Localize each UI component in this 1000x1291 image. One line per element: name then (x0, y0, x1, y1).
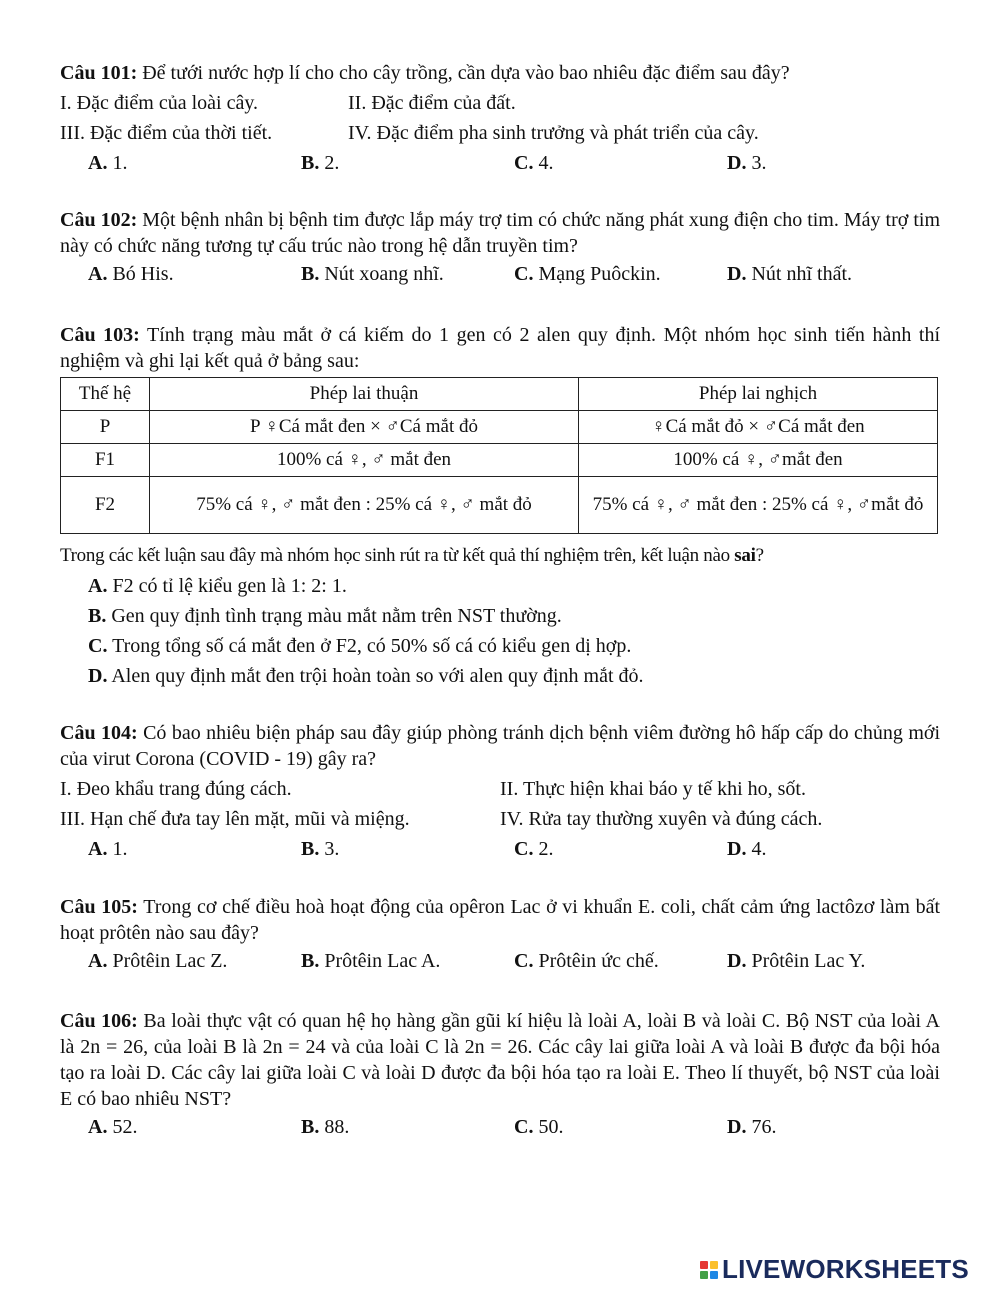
question-label: Câu 101: (60, 62, 138, 84)
option-c[interactable] (60, 633, 940, 663)
options-row (60, 261, 940, 287)
option-letter: D. (88, 665, 108, 687)
option-letter: B. (301, 1116, 320, 1138)
question-text: Ba loài thực vật có quan hệ họ hàng gần gũi kí hiệu là loài A, loài B và loài C. Bộ NST của loài A là 2n = 26, của loài B là 2n = 24 và của loài C là 2n = 26. Các cây lai giữa loài A và loài B được đa bội hóa tạo ra loài D. Các cây lai giữa loài C và loài D được đa bội hóa tạo ra loài E. Theo lí thuyết, bộ NST của loài E có bao nhiêu NST? (60, 1010, 940, 1110)
option-letter: B. (301, 152, 320, 174)
option-letter: A. (88, 950, 108, 972)
statement-row (60, 90, 940, 116)
option-letter: D. (727, 950, 747, 972)
option-b[interactable] (301, 261, 514, 287)
option-text: 52. (107, 1116, 138, 1138)
table-cell: F2 (61, 477, 150, 534)
question-stem (60, 720, 940, 772)
logo-square (710, 1271, 718, 1279)
table-cell: 100% cá ♀, ♂ mắt đen (150, 444, 579, 477)
option-c[interactable] (514, 150, 727, 176)
table-row (61, 411, 938, 444)
option-text: 88. (319, 1116, 350, 1138)
statement: I. Đeo khẩu trang đúng cách. (60, 778, 292, 800)
question-103-options (60, 573, 940, 693)
option-text: Prôtêin Lac Z. (107, 950, 228, 972)
question-text: Trong cơ chế điều hoà hoạt động của opêron Lac ở vi khuẩn E. coli, chất cảm ứng lactôzơ làm bất hoạt prôtên nào sau đây? (60, 896, 941, 944)
option-d[interactable] (727, 261, 940, 287)
question-text: Tính trạng màu mắt ở cá kiếm do 1 gen có 2 alen quy định. Một nhóm học sinh tiến hành thí nghiệm và ghi lại kết quả ở bảng sau: (60, 324, 941, 372)
option-letter: C. (88, 635, 108, 657)
option-text: Prôtêin ức chế. (533, 950, 659, 972)
option-letter: D. (727, 838, 747, 860)
option-b[interactable] (301, 150, 514, 176)
table-cell: P ♀Cá mắt đen × ♂Cá mắt đỏ (150, 411, 579, 444)
question-106 (60, 1008, 940, 1140)
table-cell: F1 (61, 444, 150, 477)
option-text: Bó His. (107, 263, 174, 285)
option-letter: A. (88, 575, 108, 597)
option-text: Trong tổng số cá mắt đen ở F2, có 50% số cá có kiểu gen dị hợp. (107, 635, 632, 657)
option-letter: D. (727, 152, 747, 174)
options-row (60, 150, 940, 176)
option-d[interactable] (60, 663, 940, 693)
option-c[interactable] (514, 948, 727, 974)
statement: III. Đặc điểm của thời tiết. (60, 122, 273, 144)
option-text: 4. (533, 152, 554, 174)
option-text: Gen quy định tình trạng màu mắt nằm trên NST thường. (106, 605, 562, 627)
option-text: Nút nhĩ thất. (746, 263, 852, 285)
logo-square (700, 1261, 708, 1269)
option-letter: B. (88, 605, 107, 627)
option-letter: C. (514, 950, 534, 972)
option-c[interactable] (514, 1114, 727, 1140)
liveworksheets-logo (700, 1254, 969, 1285)
conclusion-prefix: Trong các kết luận sau đây mà nhóm học sinh rút ra từ kết quả thí nghiệm trên, kết luận nào (60, 545, 735, 566)
question-103-conclusion (60, 543, 940, 569)
option-b[interactable] (301, 1114, 514, 1140)
option-letter: B. (301, 263, 320, 285)
table-header: Phép lai thuận (150, 378, 579, 411)
option-text: 1. (107, 838, 128, 860)
options-row (60, 1114, 940, 1140)
table-cell: ♀Cá mắt đỏ × ♂Cá mắt đen (579, 411, 938, 444)
option-c[interactable] (514, 836, 727, 862)
question-101 (60, 60, 940, 176)
option-a[interactable] (88, 150, 301, 176)
statement: IV. Đặc điểm pha sinh trưởng và phát triển của cây. (348, 122, 759, 144)
option-b[interactable] (301, 948, 514, 974)
option-text: Nút xoang nhĩ. (319, 263, 444, 285)
question-label: Câu 105: (60, 896, 138, 918)
option-b[interactable] (60, 603, 940, 633)
option-letter: B. (301, 838, 320, 860)
options-row (60, 836, 940, 862)
option-letter: B. (301, 950, 320, 972)
option-text: Prôtêin Lac Y. (746, 950, 866, 972)
question-stem (60, 60, 940, 86)
option-a[interactable] (88, 1114, 301, 1140)
table-row (61, 444, 938, 477)
statement-row (60, 806, 940, 832)
results-table (60, 377, 938, 534)
statement: I. Đặc điểm của loài cây. (60, 92, 259, 114)
option-text: 2. (533, 838, 554, 860)
table-cell: P (61, 411, 150, 444)
question-104 (60, 720, 940, 862)
table-cell: 75% cá ♀, ♂ mắt đen : 25% cá ♀, ♂ mắt đỏ (150, 477, 579, 534)
option-letter: D. (727, 1116, 747, 1138)
question-text: Một bệnh nhân bị bệnh tim được lắp máy trợ tim có chức năng phát xung điện cho tim. Máy trợ tim này có chức năng tương tự cấu trúc nào trong hệ dẫn truyền tim? (60, 209, 940, 257)
option-letter: C. (514, 263, 534, 285)
option-b[interactable] (301, 836, 514, 862)
question-stem (60, 894, 940, 946)
table-cell: 75% cá ♀, ♂ mắt đen : 25% cá ♀, ♂mắt đỏ (579, 477, 938, 534)
option-text: 76. (746, 1116, 777, 1138)
option-text: Prôtêin Lac A. (319, 950, 441, 972)
statement: II. Thực hiện khai báo y tế khi ho, sốt. (500, 778, 806, 800)
question-stem (60, 1008, 940, 1112)
conclusion-emphasis: sai (734, 545, 756, 566)
option-letter: D. (727, 263, 747, 285)
logo-mark-icon (700, 1261, 718, 1279)
question-102 (60, 207, 940, 287)
logo-square (700, 1271, 708, 1279)
options-row (60, 948, 940, 974)
question-103 (60, 322, 940, 374)
question-label: Câu 106: (60, 1010, 138, 1032)
question-label: Câu 102: (60, 209, 138, 231)
statement-row (60, 120, 940, 146)
option-text: 2. (319, 152, 340, 174)
option-letter: C. (514, 152, 534, 174)
statement-row (60, 776, 940, 802)
question-stem (60, 207, 940, 259)
option-text: 3. (319, 838, 340, 860)
question-label: Câu 103: (60, 324, 140, 346)
question-105 (60, 894, 940, 974)
logo-text: LIVEWORKSHEETS (722, 1254, 969, 1284)
option-a[interactable] (88, 261, 301, 287)
option-letter: A. (88, 838, 108, 860)
option-letter: A. (88, 263, 108, 285)
option-text: Mạng Puôckin. (533, 263, 661, 285)
question-label: Câu 104: (60, 722, 138, 744)
option-text: 3. (746, 152, 767, 174)
option-a[interactable] (88, 836, 301, 862)
option-c[interactable] (514, 261, 727, 287)
question-text: Để tưới nước hợp lí cho cho cây trồng, cần dựa vào bao nhiêu đặc điểm sau đây? (142, 62, 790, 84)
option-d[interactable] (727, 1114, 940, 1140)
option-letter: C. (514, 1116, 534, 1138)
option-text: 4. (746, 838, 767, 860)
table-cell: 100% cá ♀, ♂mắt đen (579, 444, 938, 477)
statement: IV. Rửa tay thường xuyên và đúng cách. (500, 808, 823, 830)
option-d[interactable] (727, 948, 940, 974)
option-d[interactable] (727, 150, 940, 176)
option-letter: A. (88, 152, 108, 174)
statement: II. Đặc điểm của đất. (348, 92, 516, 114)
table-header: Thế hệ (61, 378, 150, 411)
conclusion-suffix: ? (755, 545, 764, 566)
question-stem (60, 322, 940, 374)
option-text: 1. (107, 152, 128, 174)
option-text: Alen quy định mắt đen trội hoàn toàn so với alen quy định mắt đỏ. (107, 665, 644, 687)
table-header: Phép lai nghịch (579, 378, 938, 411)
option-d[interactable] (727, 836, 940, 862)
option-text: F2 có tỉ lệ kiểu gen là 1: 2: 1. (107, 575, 347, 597)
option-a[interactable] (60, 573, 940, 603)
question-text: Có bao nhiêu biện pháp sau đây giúp phòng tránh dịch bệnh viêm đường hô hấp cấp do chủng mới của virut Corona (COVID - 19) gây ra? (60, 722, 941, 770)
option-text: 50. (533, 1116, 564, 1138)
option-a[interactable] (88, 948, 301, 974)
option-letter: A. (88, 1116, 108, 1138)
conclusion-text (60, 543, 940, 569)
table-header-row (61, 378, 938, 411)
logo-square (710, 1261, 718, 1269)
statement: III. Hạn chế đưa tay lên mặt, mũi và miệng. (60, 808, 410, 830)
option-letter: C. (514, 838, 534, 860)
table-row (61, 477, 938, 534)
